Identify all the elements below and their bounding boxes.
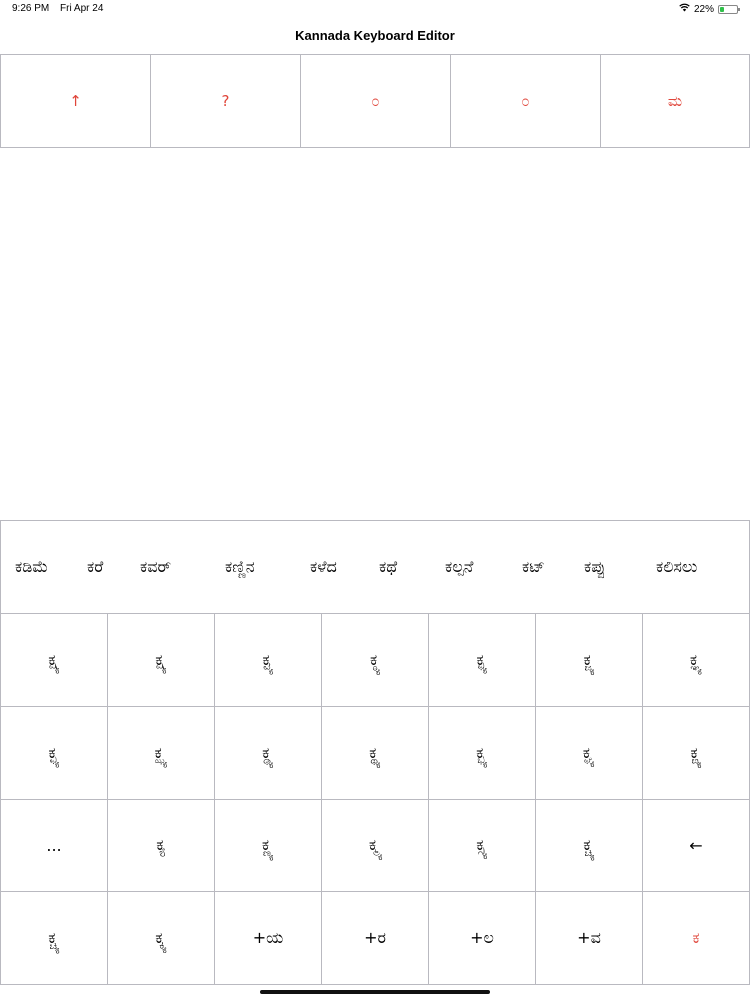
- key-r2-c3[interactable]: ಕ್ಢ್ಯ: [215, 707, 322, 800]
- key-r2-c7[interactable]: ಕ್ಙ್ಯ: [643, 707, 750, 800]
- key-r2-c2[interactable]: ಕ್ಝ್ಯ: [108, 707, 215, 800]
- backspace-button[interactable]: ←: [643, 800, 750, 893]
- key-r3-c5[interactable]: ಕ್ಸ್ಯ: [429, 800, 536, 893]
- suggestion-10[interactable]: ಕಲಿಸಲು: [656, 557, 698, 576]
- key-r4-c3[interactable]: +ಯ: [215, 892, 322, 985]
- key-r4-c7[interactable]: ಕ: [643, 892, 750, 985]
- key-r4-c1[interactable]: ಕ್ಚ್ಯ: [1, 892, 108, 985]
- status-left: [12, 3, 103, 14]
- key-r2-c1[interactable]: ಕ್ಛ್ಯ: [1, 707, 108, 800]
- suggestion-6[interactable]: ಕಥೆ: [379, 557, 398, 576]
- battery-icon: [718, 5, 738, 14]
- top-key-4[interactable]: ೦: [450, 55, 600, 147]
- key-r1-c7[interactable]: ಕ್ಞ್ಯ: [643, 614, 750, 707]
- key-r1-c4[interactable]: ಕ್ಠ್ಯ: [322, 614, 429, 707]
- suggestion-9[interactable]: ಕಪ್ಪು: [584, 557, 606, 576]
- suggestion-2[interactable]: ಕರೆ: [87, 557, 104, 576]
- suggestion-8[interactable]: ಕಟ್: [522, 557, 545, 576]
- more-button[interactable]: ...: [1, 800, 108, 893]
- battery-fill: [720, 7, 724, 12]
- editor-area[interactable]: [0, 148, 750, 520]
- key-r4-c6[interactable]: +ವ: [536, 892, 643, 985]
- key-r3-c4[interactable]: ಕ್ಮ್ಯ: [322, 800, 429, 893]
- home-indicator: [260, 990, 490, 994]
- key-r4-c2[interactable]: ಕ್ಕ್ಯ: [108, 892, 215, 985]
- key-r3-c6[interactable]: ಕ್ಚ್ಯ: [536, 800, 643, 893]
- status-right: [679, 3, 738, 15]
- wifi-icon: [679, 3, 690, 15]
- key-r4-c5[interactable]: +ಲ: [429, 892, 536, 985]
- status-bar: [0, 0, 750, 18]
- top-key-5[interactable]: ಮ: [600, 55, 750, 147]
- key-r3-c2[interactable]: ಕ್ಯ: [108, 800, 215, 893]
- key-r3-c3[interactable]: ಕ್ಣ್ಯ: [215, 800, 322, 893]
- top-key-2[interactable]: ?: [150, 55, 300, 147]
- page-title: Kannada Keyboard Editor: [295, 28, 455, 43]
- top-key-row: [0, 54, 750, 148]
- key-r1-c3[interactable]: ಕ್ಟ್ಯ: [215, 614, 322, 707]
- key-grid: [0, 613, 750, 985]
- key-r4-c4[interactable]: +ರ: [322, 892, 429, 985]
- suggestion-bar: [0, 520, 750, 613]
- key-r1-c2[interactable]: ಕ್ಷ್ಯ: [108, 614, 215, 707]
- status-time: 9:26 PM: [12, 3, 50, 14]
- suggestion-4[interactable]: ಕಣ್ಣಿನ: [225, 557, 255, 576]
- suggestion-7[interactable]: ಕಲ್ಪನೆ: [445, 557, 474, 576]
- key-r2-c4[interactable]: ಕ್ಥ್ಯ: [322, 707, 429, 800]
- key-r2-c5[interactable]: ಕ್ಭ್ಯ: [429, 707, 536, 800]
- suggestion-3[interactable]: ಕವರ್: [140, 557, 172, 576]
- battery-percent: 22%: [693, 3, 714, 15]
- top-key-3[interactable]: ೦: [300, 55, 450, 147]
- key-r2-c6[interactable]: ಕ್ಘ್ಯ: [536, 707, 643, 800]
- top-key-1[interactable]: ↑: [0, 55, 150, 147]
- status-date: Fri Apr 24: [60, 3, 104, 14]
- key-r1-c5[interactable]: ಕ್ಫ್ಯ: [429, 614, 536, 707]
- suggestion-5[interactable]: ಕಳೆದ: [310, 557, 337, 576]
- key-r1-c1[interactable]: ಕ್ಷ್ಯ: [1, 614, 108, 707]
- key-r1-c6[interactable]: ಕ್ಜ್ಯ: [536, 614, 643, 707]
- suggestion-1[interactable]: ಕಡಿಮೆ: [15, 557, 49, 576]
